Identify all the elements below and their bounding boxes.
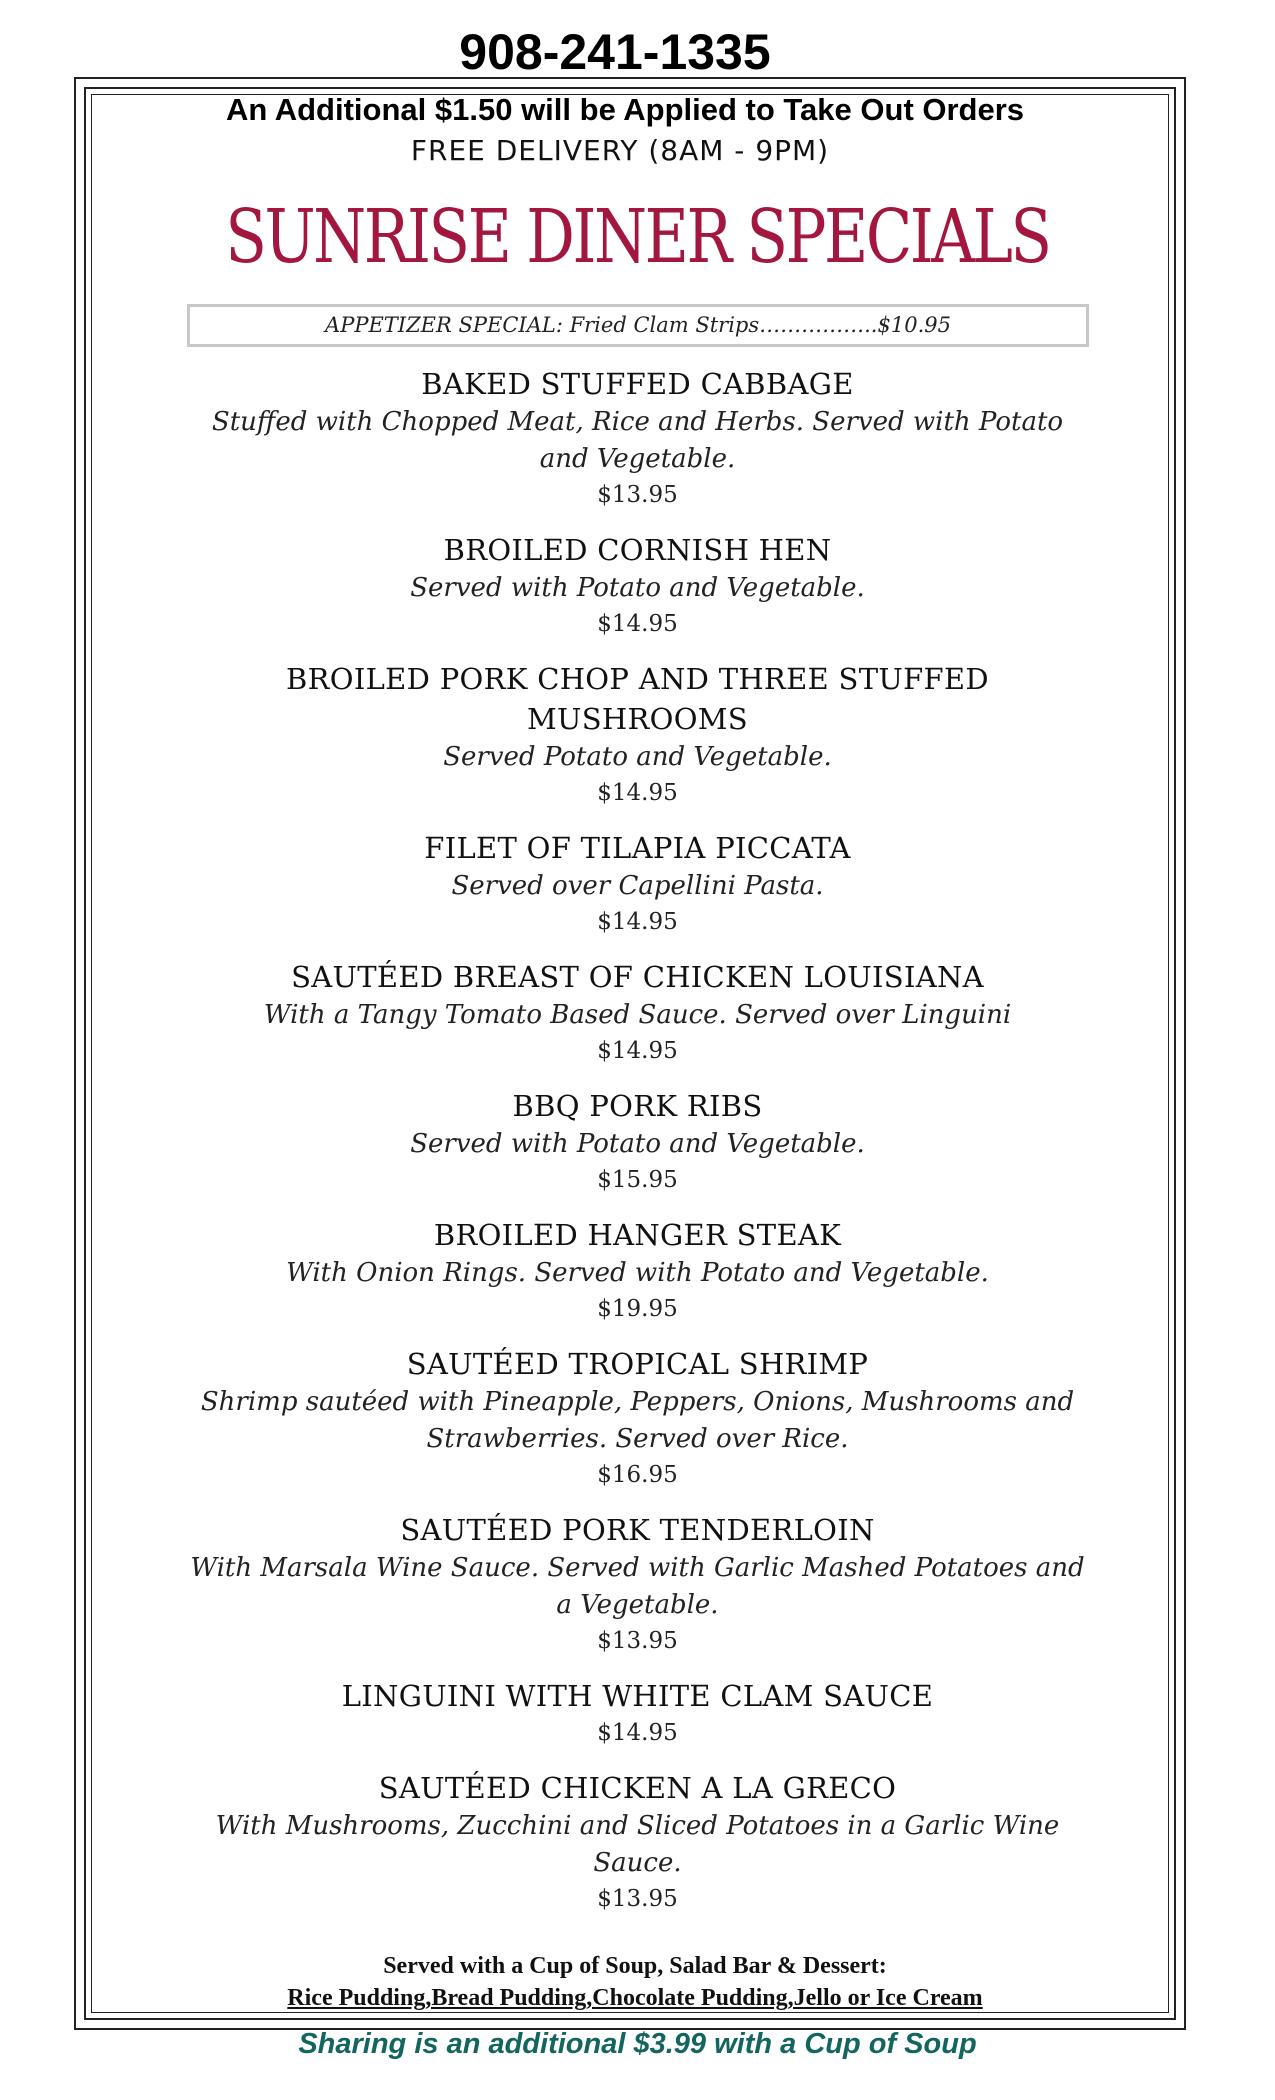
dessert-options: Rice Pudding,Bread Pudding,Chocolate Pudding,Jello or Ice Cream <box>287 1985 983 2011</box>
item-name: SAUTÉED CHICKEN A LA GRECO <box>378 1771 897 1805</box>
item-name: SAUTÉED PORK TENDERLOIN <box>400 1513 875 1547</box>
menu-item <box>190 1768 1085 1916</box>
item-description: With Marsala Wine Sauce. Served with Garlic Mashed Potatoes and a Vegetable. <box>190 1553 1085 1620</box>
menu-item <box>190 364 1085 512</box>
appetizer-special-box: APPETIZER SPECIAL: Fried Clam Strips……………..$10.95 <box>187 304 1089 347</box>
item-description: With Mushrooms, Zucchini and Sliced Potatoes in a Garlic Wine Sauce. <box>215 1811 1060 1878</box>
item-description: Shrimp sautéed with Pineapple, Peppers, Onions, Mushrooms and Strawberries. Served over Rice. <box>200 1387 1075 1454</box>
menu-item <box>190 1215 1085 1326</box>
item-description: With Onion Rings. Served with Potato and Vegetable. <box>286 1258 989 1288</box>
item-price: $14.95 <box>597 611 678 637</box>
menu-item <box>190 1510 1085 1658</box>
item-price: $14.95 <box>597 1038 678 1064</box>
item-price: $15.95 <box>597 1167 678 1193</box>
item-description: Served with Potato and Vegetable. <box>410 573 865 603</box>
item-name: BROILED CORNISH HEN <box>443 533 832 567</box>
item-description: Served over Capellini Pasta. <box>451 871 824 901</box>
item-price: $14.95 <box>597 780 678 806</box>
sharing-note: Sharing is an additional $3.99 with a Cup of Soup <box>298 2028 977 2060</box>
item-description: Served with Potato and Vegetable. <box>410 1129 865 1159</box>
item-name: SAUTÉED TROPICAL SHRIMP <box>406 1347 869 1381</box>
item-price: $13.95 <box>597 482 678 508</box>
item-description: Served Potato and Vegetable. <box>443 742 832 772</box>
item-price: $14.95 <box>597 1720 678 1746</box>
item-name: BAKED STUFFED CABBAGE <box>421 367 854 401</box>
served-with-note: Served with a Cup of Soup, Salad Bar & Dessert: <box>383 1953 887 1979</box>
item-price: $19.95 <box>597 1296 678 1322</box>
item-name: BBQ PORK RIBS <box>512 1089 763 1123</box>
menu-item <box>190 957 1085 1068</box>
item-name: BROILED PORK CHOP AND THREE STUFFED MUSHROOMS <box>286 662 989 736</box>
menu-item <box>190 530 1085 641</box>
item-name: LINGUINI WITH WHITE CLAM SAUCE <box>341 1679 934 1713</box>
takeout-note: An Additional $1.50 will be Applied to Take Out Orders <box>225 92 1025 127</box>
item-name: FILET OF TILAPIA PICCATA <box>424 831 851 865</box>
menu-item <box>190 828 1085 939</box>
item-name: BROILED HANGER STEAK <box>433 1218 842 1252</box>
item-price: $13.95 <box>597 1628 678 1654</box>
item-description: With a Tangy Tomato Based Sauce. Served over Linguini <box>263 1000 1012 1030</box>
menu-item <box>190 1676 1085 1750</box>
delivery-note: FREE DELIVERY (8AM - 9PM) <box>410 134 830 167</box>
item-name: SAUTÉED BREAST OF CHICKEN LOUISIANA <box>291 960 984 994</box>
item-price: $16.95 <box>597 1462 678 1488</box>
item-price: $14.95 <box>597 909 678 935</box>
item-description: Stuffed with Chopped Meat, Rice and Herbs. Served with Potato and Vegetable. <box>211 407 1064 474</box>
specials-list <box>190 364 1085 1934</box>
phone-number: 908-241-1335 <box>459 24 771 80</box>
page-title: SUNRISE DINER SPECIALS <box>225 194 1050 280</box>
menu-item <box>190 1086 1085 1197</box>
menu-item <box>190 1344 1085 1492</box>
item-price: $13.95 <box>597 1886 678 1912</box>
menu-item <box>190 659 1085 810</box>
